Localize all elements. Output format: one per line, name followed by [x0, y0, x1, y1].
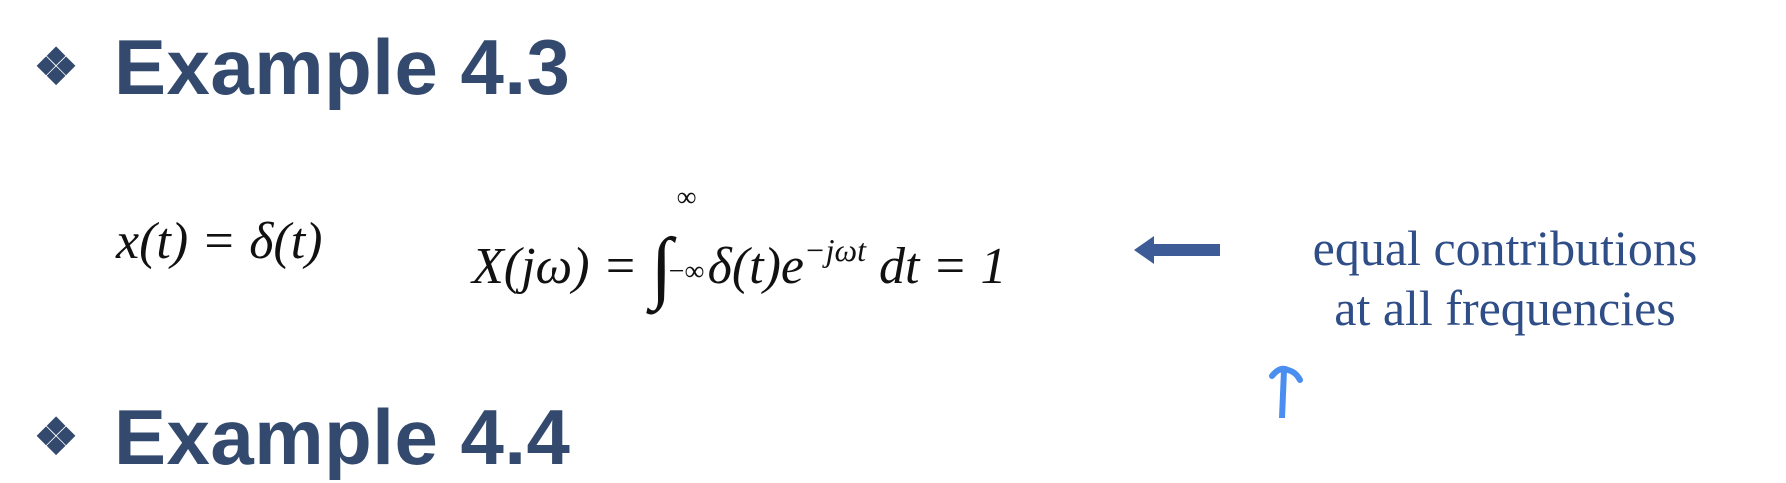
heading-title: Example 4.3	[114, 22, 571, 111]
integral-upper-limit: ∞	[676, 182, 697, 213]
left-arrow-icon	[1134, 236, 1220, 264]
equation-lhs: X(jω) =	[472, 238, 638, 295]
integral-lower-limit: −∞	[668, 256, 705, 287]
annotation-note	[1285, 218, 1725, 338]
equation-integrand: δ(t)e	[707, 238, 804, 295]
diamond-bullet-icon-2: ❖	[33, 409, 79, 465]
next-heading-title: Example 4.4	[114, 392, 571, 481]
annotation-line-1: equal contributions	[1312, 220, 1698, 276]
diamond-bullet-icon: ❖	[33, 39, 79, 95]
next-example-heading	[26, 392, 570, 482]
annotation-line-2: at all frequencies	[1334, 280, 1676, 336]
pen-cursor-icon	[1266, 362, 1306, 418]
equation-fourier-transform	[472, 182, 1007, 311]
example-heading	[26, 22, 570, 112]
equation-signal-definition	[116, 212, 323, 271]
equation-text: x(t) = δ(t)	[116, 213, 323, 270]
equation-tail: dt = 1	[878, 238, 1007, 295]
integral-sign-icon: ∫	[650, 223, 673, 311]
equation-exponent: −jωt	[804, 232, 866, 268]
